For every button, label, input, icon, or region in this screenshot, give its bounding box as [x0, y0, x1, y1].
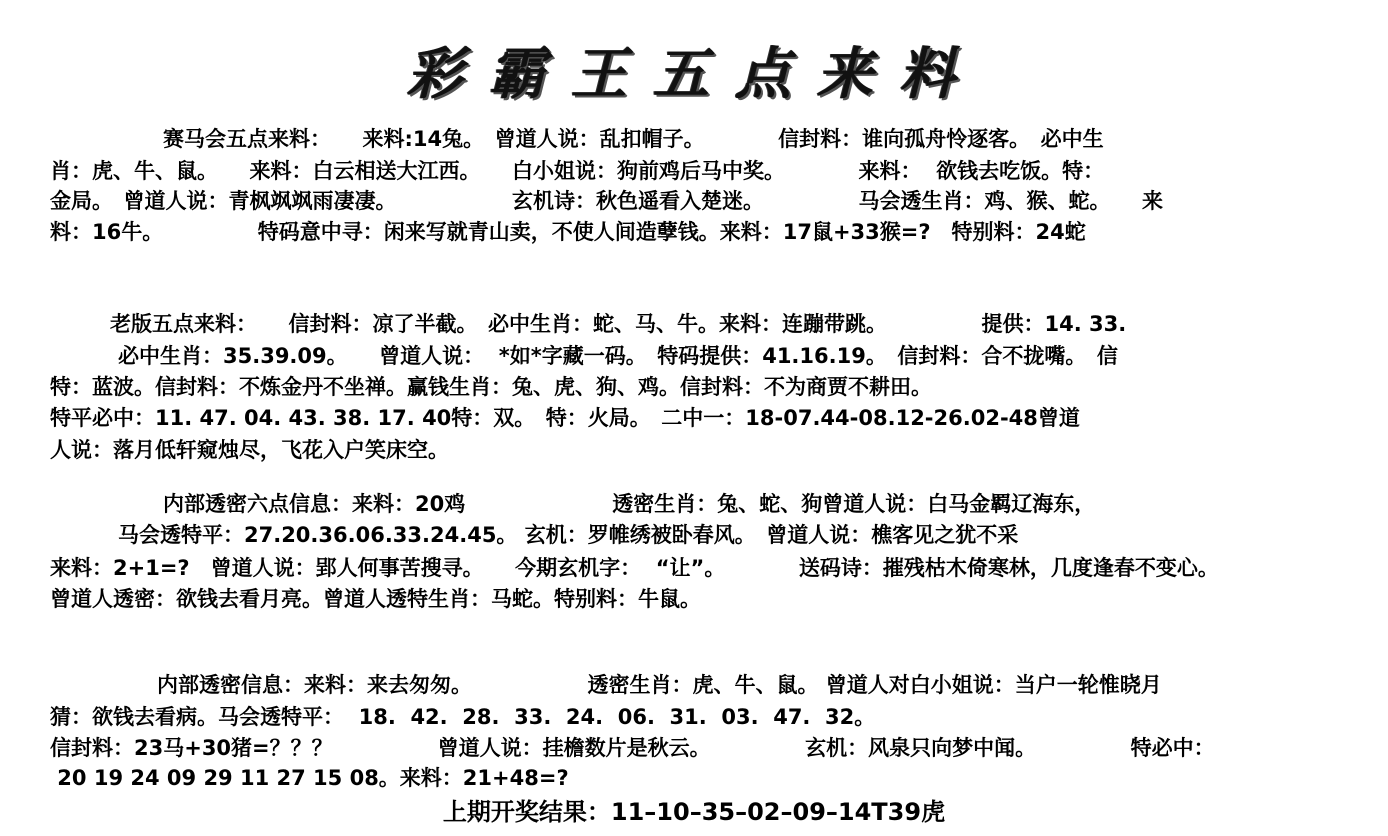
- text-line: 必中生肖：35.39.09。 曾道人说： *如*字藏一码。 特码提供：41.16.19。 信封料：合不拢嘴。 信: [118, 344, 1118, 368]
- text-line: 曾道人透密：欲钱去看月亮。曾道人透特生肖：马蛇。特别料：牛鼠。: [50, 587, 701, 611]
- page-title: 彩霸王五点来料: [407, 41, 981, 107]
- text-line: 猜：欲钱去看病。马会透特平： 18. 42. 28. 33. 24. 06. 31. 03. 47. 32。: [50, 705, 876, 729]
- text-line: 肖：虎、牛、鼠。 来料：白云相送大江西。 白小姐说：狗前鸡后马中奖。 来料： 欲钱去吃饭。特：: [50, 159, 1105, 183]
- text-line: 老版五点来料： 信封料：凉了半截。 必中生肖：蛇、马、牛。来料：连蹦带跳。 提供：14. 33.: [110, 312, 1127, 336]
- text-line: 特：蓝波。信封料：不炼金丹不坐禅。赢钱生肖：兔、虎、狗、鸡。信封料：不为商贾不耕田。: [50, 375, 932, 399]
- text-line: 人说：落月低轩窥烛尽，飞花入户笑床空。: [50, 438, 449, 462]
- text-line: 料：16牛。 特码意中寻：闲来写就青山卖，不使人间造孽钱。来料：17鼠+33猴=? 特别料：24蛇: [50, 220, 1086, 244]
- text-line: 马会透特平：27.20.36.06.33.24.45。 玄机：罗帷绣被卧春风。 曾道人说：樵客见之犹不采: [118, 523, 1019, 547]
- text-line: 金局。 曾道人说：青枫飒飒雨凄凄。 玄机诗：秋色遥看入楚迷。 马会透生肖：鸡、猴、蛇。 来: [50, 189, 1163, 213]
- text-line: 20 19 24 09 29 11 27 15 08。来料：21+48=?: [50, 766, 569, 790]
- text-line: 特平必中：11. 47. 04. 43. 38. 17. 40特：双。 特：火局。 二中一：18-07.44-08.12-26.02-48曾道: [50, 406, 1080, 430]
- text-line: 来料：2+1=? 曾道人说：郢人何事苦搜寻。 今期玄机字： “让”。 送码诗：摧残枯木倚寒林，几度逢春不变心。: [50, 556, 1219, 580]
- last-draw-result: 上期开奖结果：11–10–35–02–09–14T39虎: [442, 798, 946, 826]
- text-line: 内部透密信息：来料：来去匆匆。 透密生肖：虎、牛、鼠。 曾道人对白小姐说：当户一轮惟晓月: [157, 673, 1162, 697]
- text-line: 赛马会五点来料： 来料:14兔。 曾道人说：乱扣帽子。 信封料：谁向孤舟怜逐客。 必中生: [163, 127, 1104, 151]
- text-line: 信封料：23马+30猪=？？？ 曾道人说：挂檐数片是秋云。 玄机：风泉只向梦中闻。 特必中：: [50, 736, 1215, 760]
- text-line: 内部透密六点信息：来料：20鸡 透密生肖：兔、蛇、狗曾道人说：白马金羁辽海东，: [163, 492, 1096, 516]
